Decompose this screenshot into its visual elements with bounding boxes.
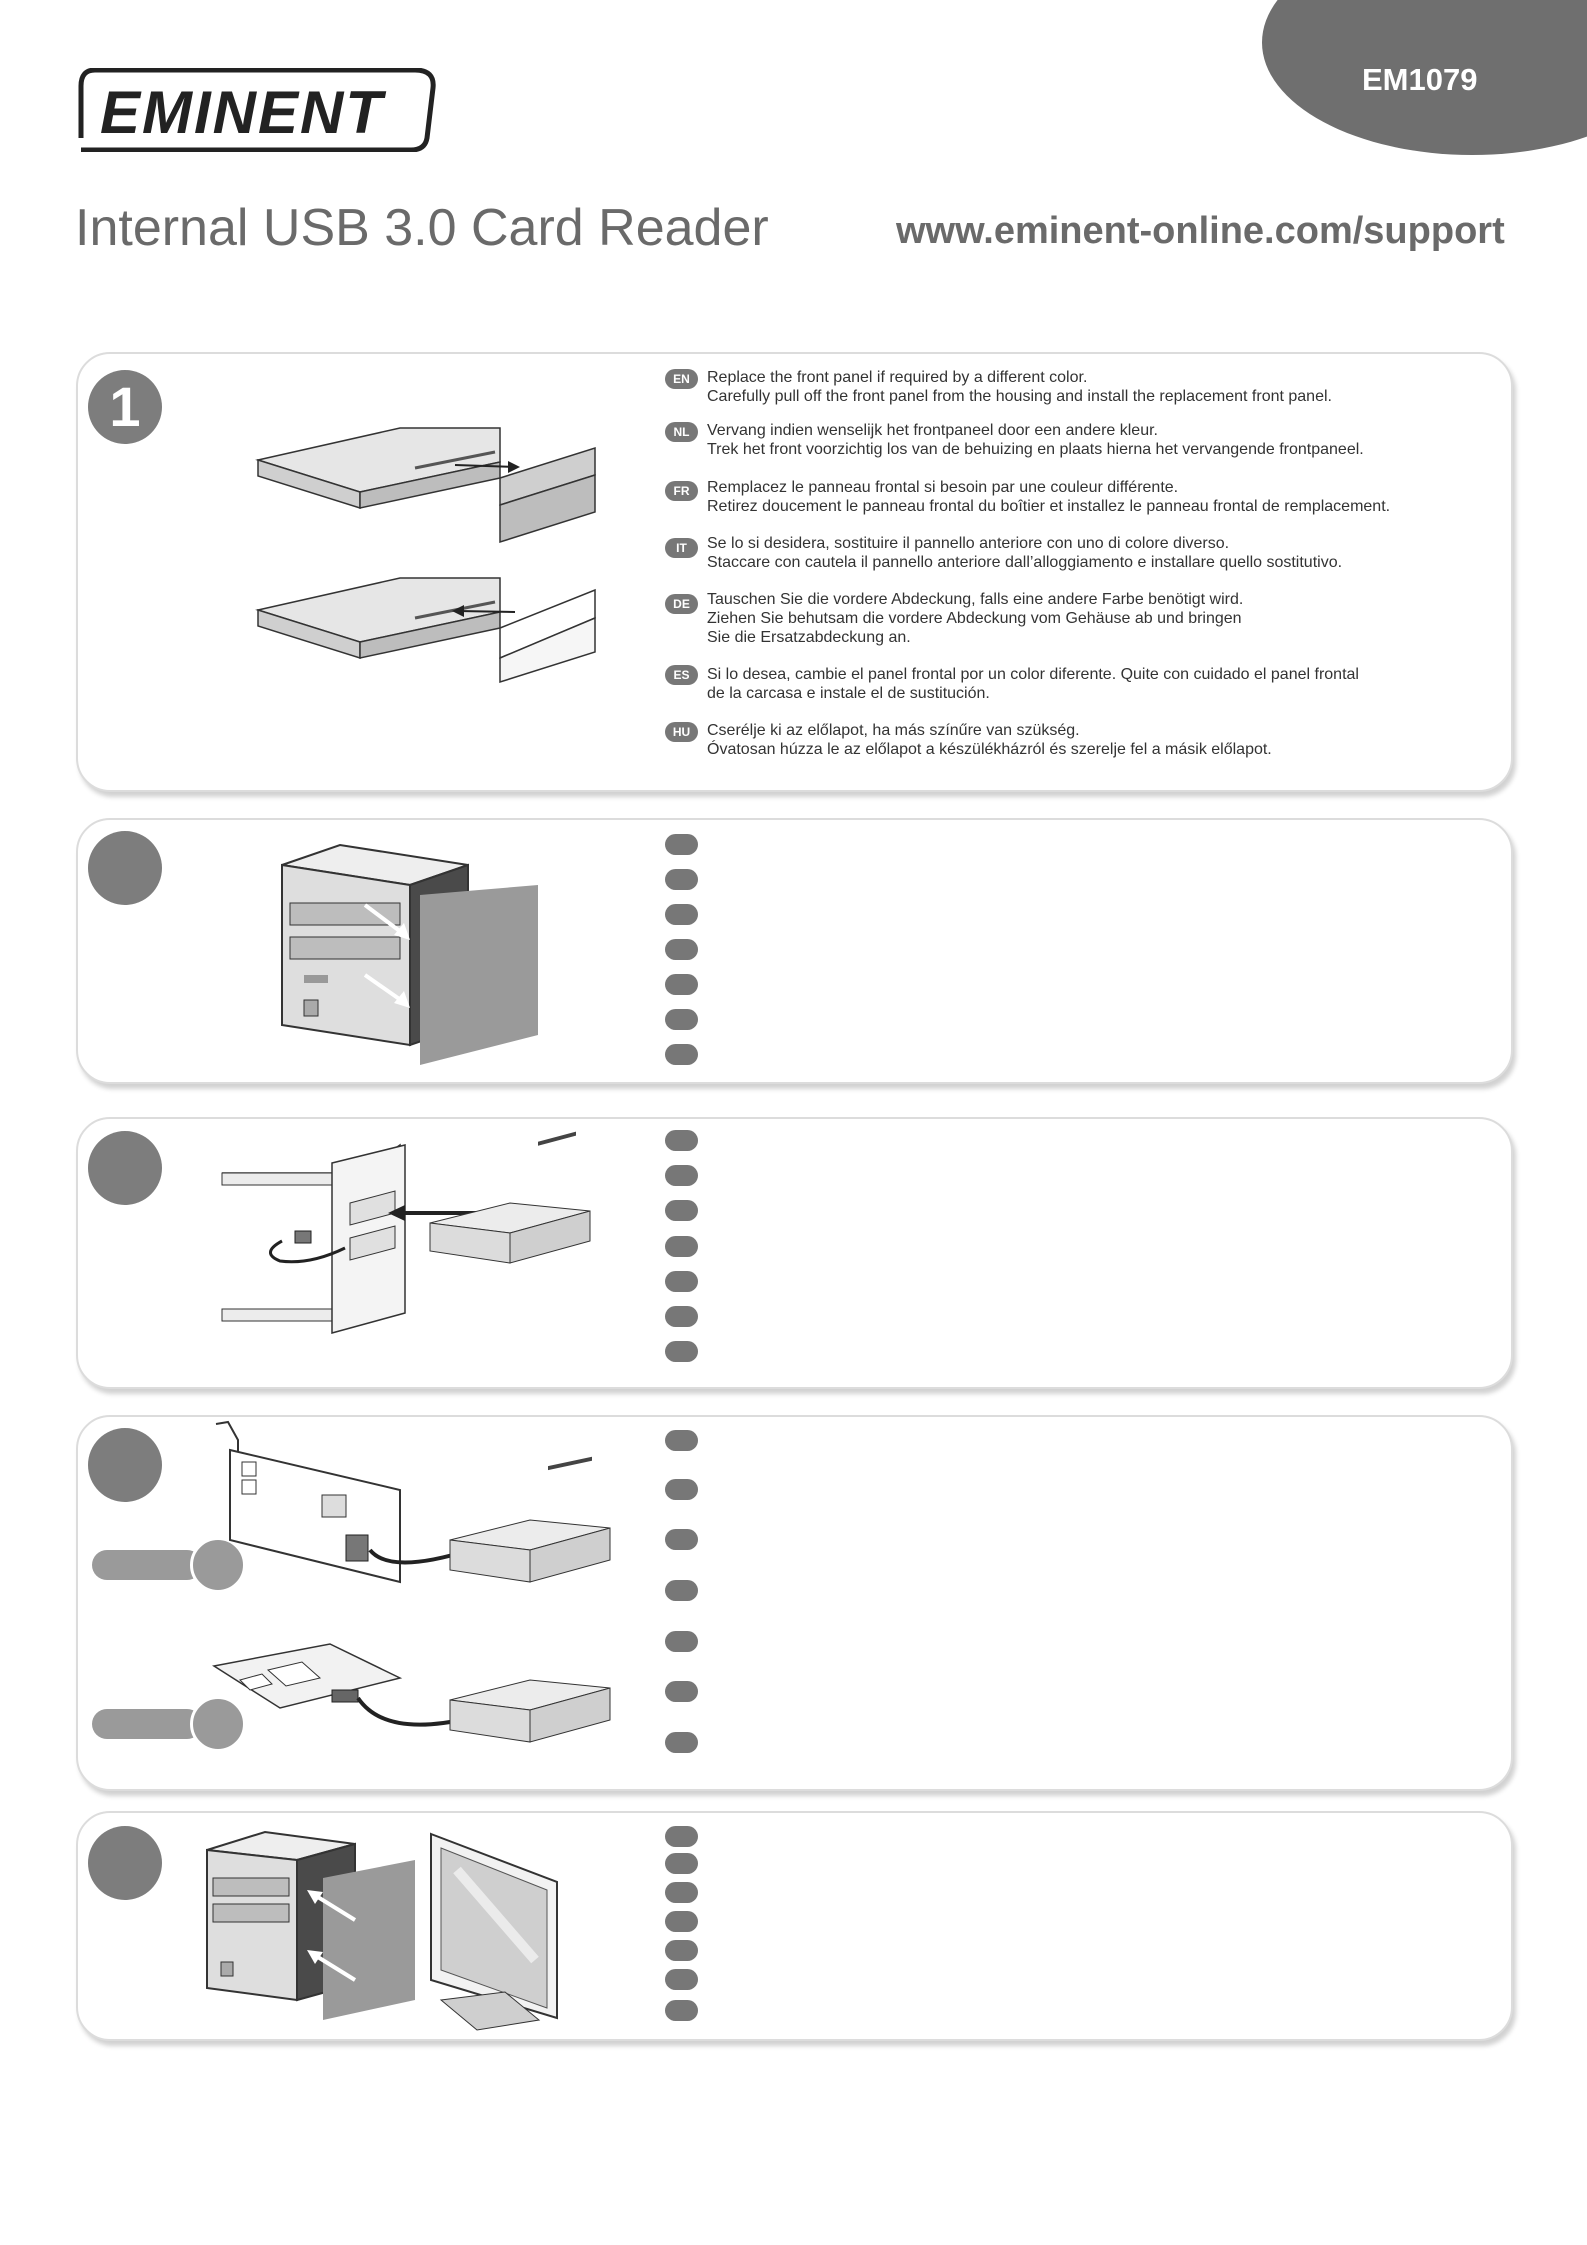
option-a-pill: [92, 1550, 202, 1580]
instruction-de-line1: Tauschen Sie die vordere Abdeckung, falls eine andere Farbe benötigt wird.: [707, 591, 1244, 608]
step-3-circle: [88, 1131, 162, 1205]
step-2-lang-dot: [665, 834, 698, 855]
step-3-lang-dot: [665, 1341, 698, 1362]
instruction-hu-line1: Cserélje ki az előlapot, ha más színűre van szükség.: [707, 722, 1080, 739]
lang-badge-fr: FR: [665, 481, 698, 501]
instruction-nl: [707, 421, 1437, 459]
instruction-de-line2: Ziehen Sie behutsam die vordere Abdeckung vom Gehäuse ab und bringen: [707, 610, 1242, 627]
open-case-illustration: [280, 845, 550, 1070]
step-2-lang-dot: [665, 869, 698, 890]
step-2-lang-dot: [665, 974, 698, 995]
lang-badge-en: EN: [665, 369, 698, 389]
lang-badge-nl: NL: [665, 422, 698, 442]
step-2-lang-dot: [665, 1009, 698, 1030]
front-panel-replacement-illustration: [250, 420, 620, 690]
instruction-de-line3: Sie die Ersatzabdeckung an.: [707, 629, 911, 646]
step-5-lang-dot: [665, 1853, 698, 1874]
instruction-hu-line2: Óvatosan húzza le az előlapot a készülékházról és szerelje fel a másik előlapot.: [707, 741, 1272, 758]
step-2-lang-dot: [665, 904, 698, 925]
step-5-lang-dot: [665, 1940, 698, 1961]
option-b-pill: [92, 1709, 202, 1739]
step-3-lang-dot: [665, 1200, 698, 1221]
motherboard-connection-illustration: [210, 1638, 620, 1748]
step-1-number: 1: [88, 370, 162, 444]
step-2-lang-dot: [665, 1044, 698, 1065]
lang-badge-hu: HU: [665, 722, 698, 742]
step-4-lang-dot: [665, 1479, 698, 1500]
insert-card-reader-illustration: [220, 1143, 600, 1343]
instruction-en: [707, 368, 1437, 406]
page-title: Internal USB 3.0 Card Reader: [75, 199, 769, 257]
step-3-lang-dot: [665, 1130, 698, 1151]
step-5-lang-dot: [665, 1882, 698, 1903]
step-2-lang-dot: [665, 939, 698, 960]
step-5-lang-dot: [665, 1826, 698, 1847]
instruction-fr: [707, 478, 1437, 516]
step-4-lang-dot: [665, 1529, 698, 1550]
step-4-lang-dot: [665, 1631, 698, 1652]
instruction-it-line1: Se lo si desidera, sostituire il pannello anteriore con uno di colore diverso.: [707, 535, 1230, 552]
step-4-lang-dot: [665, 1430, 698, 1451]
step-3-lang-dot: [665, 1271, 698, 1292]
step-3-lang-dot: [665, 1165, 698, 1186]
lang-badge-de: DE: [665, 594, 698, 614]
lang-badge-es: ES: [665, 665, 698, 685]
step-4-lang-dot: [665, 1580, 698, 1601]
instruction-it-line2: Staccare con cautela il pannello anteriore dall’alloggiamento e installare quello sostitutivo.: [707, 554, 1343, 571]
instruction-es: [707, 665, 1437, 703]
instruction-fr-line2: Retirez doucement le panneau frontal du boîtier et installez le panneau frontal de remplacement.: [707, 498, 1391, 515]
step-4-circle: [88, 1428, 162, 1502]
usb-expansion-card-illustration: [210, 1420, 620, 1595]
lang-badge-it: IT: [665, 538, 698, 558]
step-2-circle: [88, 831, 162, 905]
instruction-nl-line1: Vervang indien wenselijk het frontpaneel door een andere kleur.: [707, 422, 1158, 439]
support-url: www.eminent-online.com/support: [896, 210, 1505, 252]
instruction-fr-line1: Remplacez le panneau frontal si besoin par une couleur différente.: [707, 479, 1179, 496]
step-4-lang-dot: [665, 1732, 698, 1753]
step-3-lang-dot: [665, 1306, 698, 1327]
instruction-de: [707, 590, 1437, 647]
instruction-it: [707, 534, 1437, 572]
step-4-lang-dot: [665, 1681, 698, 1702]
model-number: EM1079: [1362, 62, 1478, 97]
step-5-lang-dot: [665, 1969, 698, 1990]
step-5-lang-dot: [665, 2000, 698, 2021]
step-5-lang-dot: [665, 1911, 698, 1932]
instruction-en-line2: Carefully pull off the front panel from the housing and install the replacement front panel.: [707, 388, 1332, 405]
instruction-hu: [707, 721, 1437, 759]
instruction-es-line2: de la carcasa e instale el de sustitución.: [707, 685, 990, 702]
instruction-en-line1: Replace the front panel if required by a different color.: [707, 369, 1088, 386]
step-5-circle: [88, 1826, 162, 1900]
step-3-lang-dot: [665, 1236, 698, 1257]
instruction-nl-line2: Trek het front voorzichtig los van de behuizing en plaats hierna het vervangende frontpaneel.: [707, 441, 1364, 458]
instruction-es-line1: Si lo desea, cambie el panel frontal por un color diferente. Quite con cuidado el panel frontal: [707, 666, 1359, 683]
close-case-and-monitor-illustration: [205, 1830, 565, 2035]
logo-text: EMINENT: [100, 79, 384, 146]
